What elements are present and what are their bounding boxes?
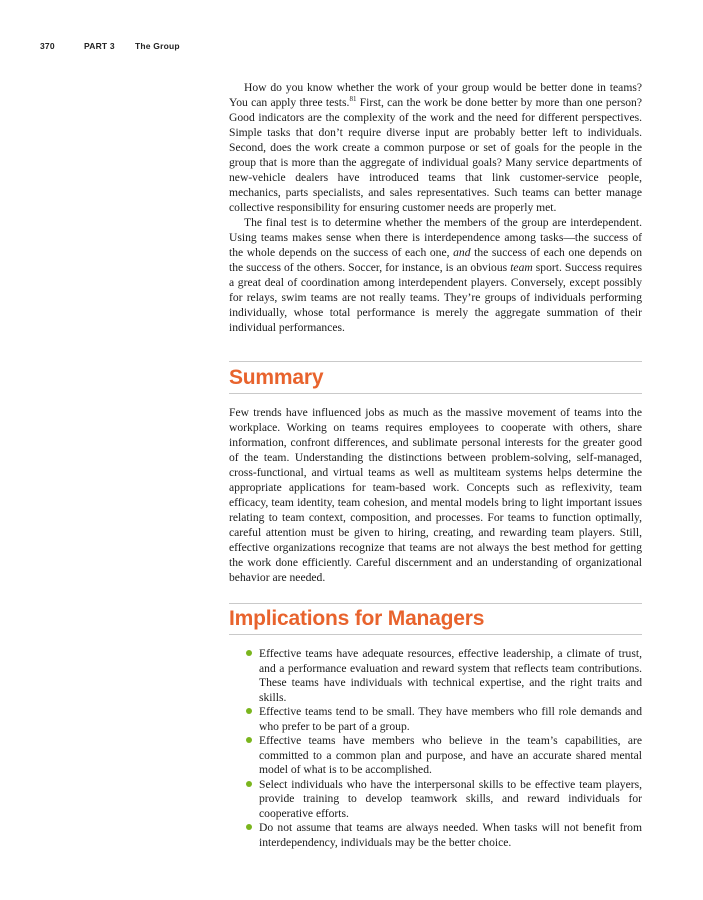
list-item: Effective teams have adequate resources, effective leadership, a climate of trust, and a performance evaluation and reward system that reflects team contributions. These teams have individuals with technical expertise, and the right traits and skills. [229, 647, 642, 705]
bullet-icon [246, 781, 252, 787]
bullet-icon [246, 824, 252, 830]
bullet-icon [246, 708, 252, 714]
implications-heading: Implications for Managers [229, 607, 485, 630]
summary-bottom-rule [229, 393, 642, 394]
summary-top-rule [229, 361, 642, 362]
page-number: 370 [40, 41, 55, 51]
summary-heading: Summary [229, 366, 324, 389]
endnote-ref: 81 [349, 95, 357, 103]
bullet-icon [246, 650, 252, 656]
implications-bottom-rule [229, 634, 642, 635]
intro-text [229, 80, 642, 335]
intro-paragraph-2: The final test is to determine whether the members of the group are interdependent. Using teams makes sense when there is interdependence among tasks—the success of the whole depends on the success of each one, and the success of each one depends on the success of the others. Soccer, for instance, is an obvious team sport. Success requires a great deal of coordination among interdependent players. Conversely, except possibly for relays, swim teams are not really teams. They’re groups of individuals performing individually, whose total performance is merely the aggregate summation of their individual performances. [229, 216, 642, 334]
list-item: Do not assume that teams are always needed. When tasks will not benefit from interdependency, individuals may be the better choice. [229, 821, 642, 850]
list-item: Effective teams have members who believe in the team’s capabilities, are committed to a common plan and purpose, and have an accurate shared mental model of what is to be accomplished. [229, 734, 642, 778]
implications-list [229, 647, 642, 850]
part-label: PART 3 [84, 41, 115, 51]
list-item: Effective teams tend to be small. They have members who fill role demands and who prefer to be part of a group. [229, 705, 642, 734]
intro-paragraph-1: How do you know whether the work of your group would be better done in teams? You can apply three tests.$^{81}$ First, can the work be done better by more than one person? Good indicators are the complexity of the work and the need for different perspectives. Simple tasks that don’t require diverse input are probably better left to individuals. Second, does the work create a common purpose or set of goals for the people in the group that is more than the aggregate of individual goals? Many service departments of new-vehicle dealers have introduced teams that link customer-service people, mechanics, parts specialists, and sales representatives. Such teams can better manage collective responsibility for ensuring customer needs are properly met. [229, 81, 642, 214]
list-item: Select individuals who have the interpersonal skills to be effective team players, provide training to develop teamwork skills, and reward individuals for cooperative efforts. [229, 778, 642, 822]
summary-paragraph: Few trends have influenced jobs as much as the massive movement of teams into the workplace. Working on teams requires employees to cooperate with others, share information, confront differences, and sublimate personal interests for the greater good of the team. Understanding the distinctions between problem-solving, self-managed, cross-functional, and virtual teams as well as multiteam systems helps determine the appropriate applications for team-based work. Concepts such as reflexivity, team efficacy, team identity, team cohesion, and mental models bring to light important issues relating to team context, composition, and processes. For teams to function optimally, careful attention must be given to hiring, creating, and rewarding team players. Still, effective organizations recognize that teams are not always the best method for getting the work done efficiently. Careful discernment and an understanding of organizational behavior are needed. [229, 406, 642, 584]
implications-top-rule [229, 603, 642, 604]
bullet-icon [246, 737, 252, 743]
part-title: The Group [135, 41, 180, 51]
summary-text [229, 405, 642, 585]
